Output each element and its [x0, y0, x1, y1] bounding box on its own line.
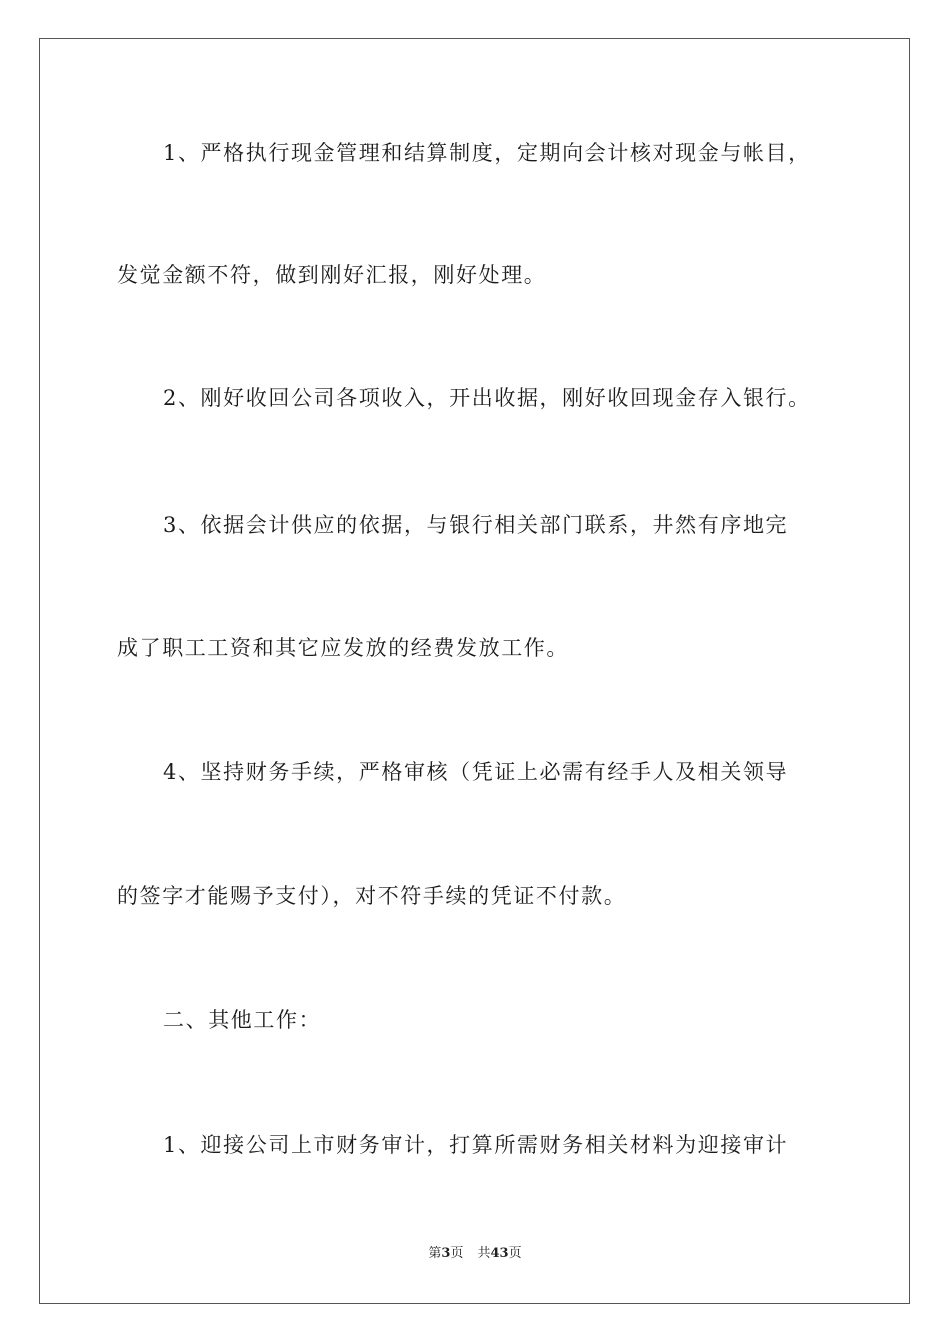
- paragraph-4-line-1: 4、坚持财务手续，严格审核（凭证上必需有经手人及相关领导: [163, 760, 789, 784]
- footer-total-prefix: 共: [477, 1246, 491, 1261]
- footer-page-number: 3: [441, 1246, 451, 1261]
- footer-total-pages: 43: [490, 1246, 509, 1261]
- paragraph-6-line-1: 1、迎接公司上市财务审计，打算所需财务相关材料为迎接审计: [163, 1133, 789, 1157]
- paragraph-1-line-2: 发觉金额不符，做到刚好汇报，刚好处理。: [117, 263, 547, 287]
- paragraph-1-line-1: 1、严格执行现金管理和结算制度，定期向会计核对现金与帐目，: [163, 141, 811, 165]
- paragraph-3-line-1: 3、依据会计供应的依据，与银行相关部门联系，井然有序地完: [163, 513, 789, 537]
- page-border: [39, 38, 910, 1304]
- section-heading-other-work: 二、其他工作：: [163, 1008, 322, 1032]
- paragraph-2-line-1: 2、刚好收回公司各项收入，开出收据，刚好收回现金存入银行。: [163, 386, 811, 410]
- page-footer: [0, 1245, 950, 1263]
- footer-page-suffix: 页: [450, 1246, 464, 1261]
- footer-page-prefix: 第: [428, 1246, 442, 1261]
- paragraph-3-line-2: 成了职工工资和其它应发放的经费发放工作。: [117, 636, 569, 660]
- footer-total-suffix: 页: [508, 1246, 522, 1261]
- paragraph-4-line-2: 的签字才能赐予支付），对不符手续的凭证不付款。: [117, 884, 627, 908]
